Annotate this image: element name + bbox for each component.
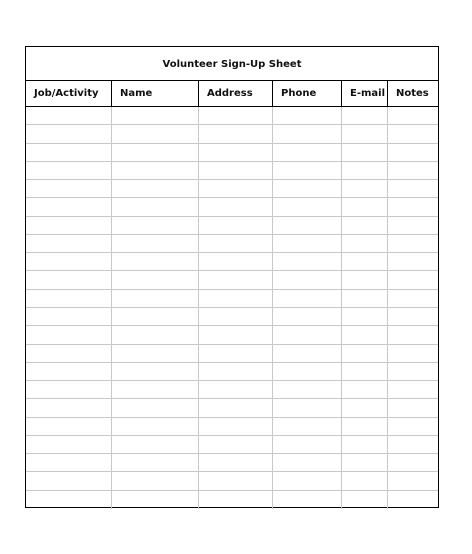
cell-job-activity[interactable]: [26, 308, 112, 325]
cell-phone[interactable]: [273, 125, 342, 142]
table-row: [26, 235, 438, 253]
table-row: [26, 363, 438, 381]
table-row: [26, 217, 438, 235]
cell-job-activity[interactable]: [26, 491, 112, 509]
cell-name[interactable]: [112, 107, 199, 124]
cell-job-activity[interactable]: [26, 399, 112, 416]
cell-address[interactable]: [199, 436, 273, 453]
cell-name[interactable]: [112, 436, 199, 453]
cell-phone[interactable]: [273, 345, 342, 362]
cell-name[interactable]: [112, 162, 199, 179]
table-row: [26, 198, 438, 216]
cell-email[interactable]: [342, 472, 388, 489]
cell-phone[interactable]: [273, 418, 342, 435]
cell-address[interactable]: [199, 125, 273, 142]
cell-phone[interactable]: [273, 399, 342, 416]
cell-notes[interactable]: [388, 125, 440, 142]
cell-email[interactable]: [342, 454, 388, 471]
cell-email[interactable]: [342, 162, 388, 179]
cell-job-activity[interactable]: [26, 418, 112, 435]
cell-name[interactable]: [112, 454, 199, 471]
cell-address[interactable]: [199, 381, 273, 398]
header-row: [26, 81, 438, 107]
cell-name[interactable]: [112, 308, 199, 325]
table-row: [26, 491, 438, 509]
cell-notes[interactable]: [388, 290, 440, 307]
column-header-job-activity: Job/Activity: [26, 81, 112, 106]
cell-job-activity[interactable]: [26, 326, 112, 343]
cell-name[interactable]: [112, 381, 199, 398]
cell-phone[interactable]: [273, 271, 342, 288]
column-header-address: Address: [199, 81, 273, 106]
table-row: [26, 472, 438, 490]
cell-email[interactable]: [342, 107, 388, 124]
cell-address[interactable]: [199, 144, 273, 161]
cell-notes[interactable]: [388, 436, 440, 453]
cell-address[interactable]: [199, 326, 273, 343]
cell-job-activity[interactable]: [26, 198, 112, 215]
cell-job-activity[interactable]: [26, 290, 112, 307]
cell-notes[interactable]: [388, 308, 440, 325]
cell-job-activity[interactable]: [26, 107, 112, 124]
cell-name[interactable]: [112, 271, 199, 288]
cell-notes[interactable]: [388, 418, 440, 435]
cell-address[interactable]: [199, 491, 273, 509]
cell-name[interactable]: [112, 217, 199, 234]
cell-phone[interactable]: [273, 454, 342, 471]
cell-notes[interactable]: [388, 472, 440, 489]
cell-name[interactable]: [112, 399, 199, 416]
cell-name[interactable]: [112, 144, 199, 161]
cell-phone[interactable]: [273, 162, 342, 179]
cell-phone[interactable]: [273, 326, 342, 343]
cell-notes[interactable]: [388, 180, 440, 197]
table-row: [26, 107, 438, 125]
table-row: [26, 271, 438, 289]
cell-email[interactable]: [342, 308, 388, 325]
column-header-notes: Notes: [396, 88, 429, 99]
table-row: [26, 345, 438, 363]
cell-email[interactable]: [342, 144, 388, 161]
table-row: [26, 180, 438, 198]
table-row: [26, 144, 438, 162]
cell-notes[interactable]: [388, 271, 440, 288]
cell-name[interactable]: [112, 290, 199, 307]
cell-address[interactable]: [199, 253, 273, 270]
cell-job-activity[interactable]: [26, 271, 112, 288]
sheet-title: Volunteer Sign-Up Sheet: [26, 47, 438, 81]
cell-notes[interactable]: [388, 253, 440, 270]
cell-address[interactable]: [199, 217, 273, 234]
cell-phone[interactable]: [273, 107, 342, 124]
cell-phone[interactable]: [273, 436, 342, 453]
cell-name[interactable]: [112, 345, 199, 362]
cell-notes[interactable]: [388, 217, 440, 234]
cell-phone[interactable]: [273, 235, 342, 252]
table-row: [26, 162, 438, 180]
cell-phone[interactable]: [273, 217, 342, 234]
cell-email[interactable]: [342, 381, 388, 398]
cell-address[interactable]: [199, 290, 273, 307]
cell-notes[interactable]: [388, 144, 440, 161]
cell-email[interactable]: [342, 363, 388, 380]
cell-job-activity[interactable]: [26, 180, 112, 197]
cell-phone[interactable]: [273, 491, 342, 509]
cell-phone[interactable]: [273, 381, 342, 398]
cell-address[interactable]: [199, 180, 273, 197]
cell-job-activity[interactable]: [26, 162, 112, 179]
cell-name[interactable]: [112, 472, 199, 489]
table-row: [26, 381, 438, 399]
cell-phone[interactable]: [273, 308, 342, 325]
table-row: [26, 326, 438, 344]
table-row: [26, 308, 438, 326]
cell-address[interactable]: [199, 454, 273, 471]
cell-email[interactable]: [342, 217, 388, 234]
table-row: [26, 290, 438, 308]
cell-address[interactable]: [199, 308, 273, 325]
cell-name[interactable]: [112, 418, 199, 435]
cell-phone[interactable]: [273, 180, 342, 197]
cell-email[interactable]: [342, 326, 388, 343]
cell-name[interactable]: [112, 326, 199, 343]
cell-name[interactable]: [112, 125, 199, 142]
cell-email[interactable]: [342, 253, 388, 270]
cell-phone[interactable]: [273, 472, 342, 489]
cell-job-activity[interactable]: [26, 454, 112, 471]
cell-job-activity[interactable]: [26, 381, 112, 398]
cell-notes[interactable]: [388, 162, 440, 179]
cell-address[interactable]: [199, 418, 273, 435]
table-row: [26, 125, 438, 143]
table-row: [26, 418, 438, 436]
cell-phone[interactable]: [273, 144, 342, 161]
cell-address[interactable]: [199, 363, 273, 380]
cell-email[interactable]: [342, 180, 388, 197]
cell-phone[interactable]: [273, 198, 342, 215]
cell-notes[interactable]: [388, 454, 440, 471]
cell-email[interactable]: [342, 491, 388, 509]
cell-name[interactable]: [112, 235, 199, 252]
cell-phone[interactable]: [273, 290, 342, 307]
cell-notes[interactable]: [388, 235, 440, 252]
cell-phone[interactable]: [273, 363, 342, 380]
cell-notes[interactable]: [388, 345, 440, 362]
cell-email[interactable]: [342, 290, 388, 307]
cell-address[interactable]: [199, 107, 273, 124]
cell-email[interactable]: [342, 436, 388, 453]
cell-notes[interactable]: [388, 198, 440, 215]
cell-address[interactable]: [199, 345, 273, 362]
cell-job-activity[interactable]: [26, 472, 112, 489]
cell-job-activity[interactable]: [26, 253, 112, 270]
cell-notes[interactable]: [388, 399, 440, 416]
column-header-phone: Phone: [273, 81, 342, 106]
cell-notes[interactable]: [388, 491, 440, 509]
cell-notes[interactable]: [388, 381, 440, 398]
cell-job-activity[interactable]: [26, 235, 112, 252]
signup-sheet-table: [25, 46, 439, 508]
cell-address[interactable]: [199, 162, 273, 179]
cell-email[interactable]: [342, 418, 388, 435]
cell-notes[interactable]: [388, 363, 440, 380]
table-row: [26, 253, 438, 271]
cell-address[interactable]: [199, 472, 273, 489]
cell-email[interactable]: [342, 198, 388, 215]
cell-phone[interactable]: [273, 253, 342, 270]
cell-job-activity[interactable]: [26, 125, 112, 142]
cell-name[interactable]: [112, 198, 199, 215]
cell-job-activity[interactable]: [26, 436, 112, 453]
cell-name[interactable]: [112, 363, 199, 380]
cell-email[interactable]: [342, 271, 388, 288]
table-row: [26, 399, 438, 417]
column-header-email: E-mail: [342, 81, 388, 106]
cell-address[interactable]: [199, 198, 273, 215]
cell-email[interactable]: [342, 345, 388, 362]
cell-email[interactable]: [342, 399, 388, 416]
cell-name[interactable]: [112, 491, 199, 509]
table-row: [26, 436, 438, 454]
cell-address[interactable]: [199, 235, 273, 252]
cell-address[interactable]: [199, 271, 273, 288]
column-header-name: Name: [112, 81, 199, 106]
cell-job-activity[interactable]: [26, 217, 112, 234]
cell-name[interactable]: [112, 253, 199, 270]
cell-email[interactable]: [342, 235, 388, 252]
cell-job-activity[interactable]: [26, 144, 112, 161]
entry-rows: [26, 107, 438, 507]
cell-notes[interactable]: [388, 107, 440, 124]
cell-email[interactable]: [342, 125, 388, 142]
cell-job-activity[interactable]: [26, 363, 112, 380]
table-row: [26, 454, 438, 472]
cell-notes[interactable]: [388, 326, 440, 343]
cell-address[interactable]: [199, 399, 273, 416]
cell-job-activity[interactable]: [26, 345, 112, 362]
cell-name[interactable]: [112, 180, 199, 197]
